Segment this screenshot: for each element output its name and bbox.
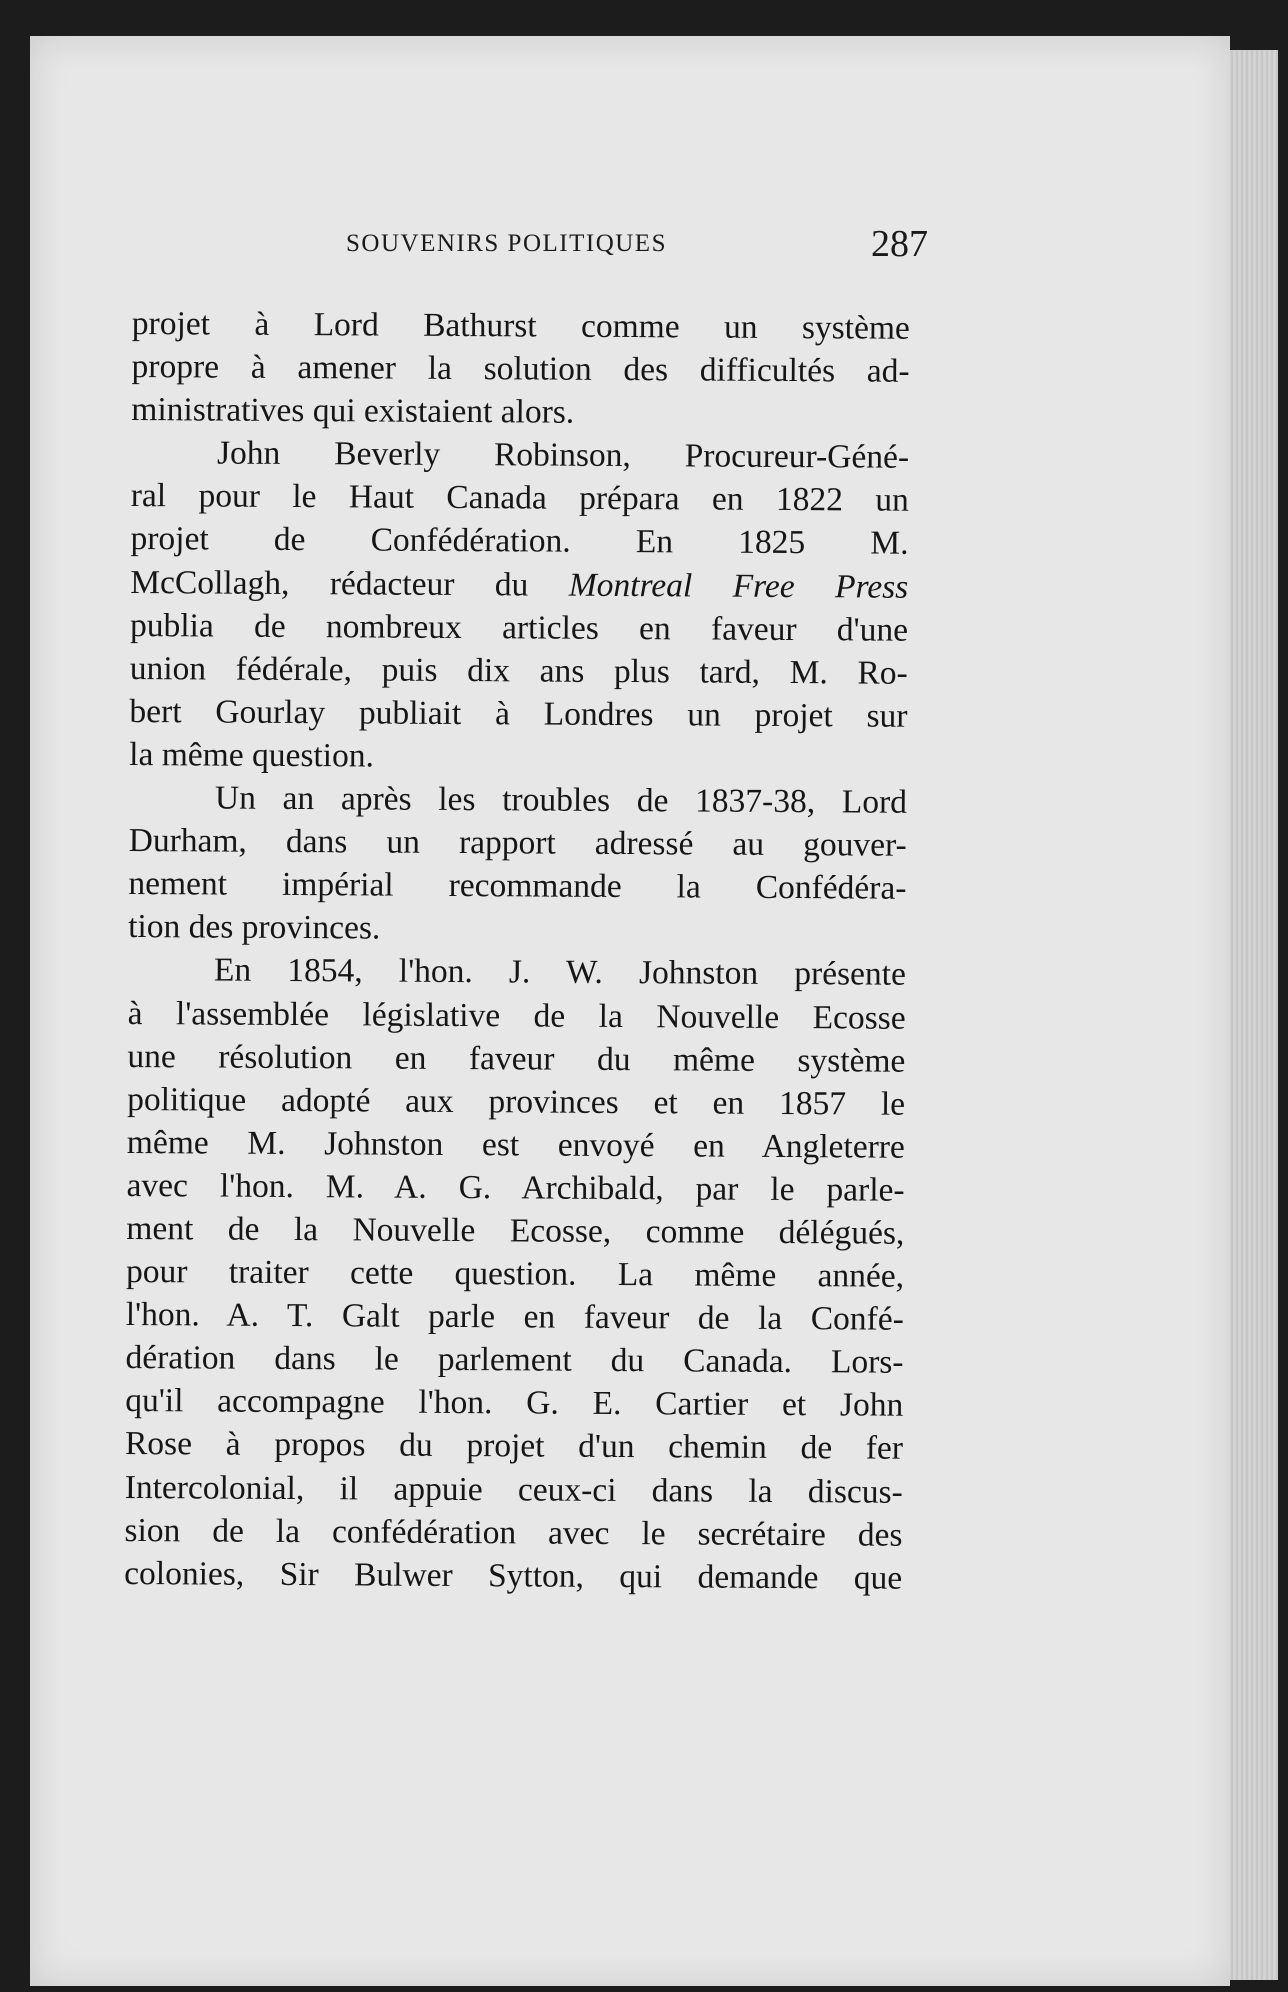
text-line: Intercolonial, il appuie ceux-ci dans la discus-: [124, 1468, 903, 1511]
text-line: John Beverly Robinson, Procureur-Géné-: [216, 434, 910, 477]
text-line: ment de la Nouvelle Ecosse, comme délégués,: [126, 1209, 905, 1252]
text-line: dération dans le parlement du Canada. Lors-: [125, 1339, 904, 1381]
text-line: qu'il accompagne l'hon. G. E. Cartier et John: [125, 1382, 904, 1425]
page-header: [138, 222, 928, 272]
paragraph-4: [124, 948, 906, 1599]
running-title: SOUVENIRS POLITIQUES: [346, 230, 667, 257]
text-line-with-title: [130, 561, 908, 609]
text-line: En 1854, l'hon. J. W. Johnston présente: [213, 951, 907, 994]
text-line: projet à Lord Bathurst comme un système: [131, 304, 910, 347]
paragraph-3: [128, 776, 907, 953]
paragraph-1: [131, 302, 910, 436]
page-edges: [1222, 50, 1278, 1980]
text-line: publia de nombreux articles en faveur d'une: [129, 606, 909, 649]
text-line: Rose à propos du projet d'un chemin de fer: [124, 1425, 904, 1468]
text-line: à l'assemblée législative de la Nouvelle Ecosse: [127, 994, 906, 1037]
body-text: [124, 302, 910, 1600]
text-line: colonies, Sir Bulwer Sytton, qui demande que: [124, 1554, 903, 1597]
text-line: bert Gourlay publiait à Londres un projet sur: [129, 692, 908, 735]
text-line: l'hon. A. T. Galt parle en faveur de la Confé-: [125, 1296, 904, 1338]
text-line: politique adopté aux provinces et en 1857 le: [127, 1080, 906, 1123]
text-line: ministratives qui existaient alors.: [131, 391, 575, 431]
paragraph-2: [129, 431, 909, 780]
text-line: union fédérale, puis dix ans plus tard, M. Ro-: [129, 649, 908, 692]
text-line: propre à amener la solution des difficultés ad-: [131, 348, 910, 390]
text-line: la même question.: [129, 735, 375, 775]
text-line: tion des provinces.: [128, 908, 381, 947]
text-line: même M. Johnston est envoyé en Angleterre: [126, 1123, 905, 1166]
text-line: ral pour le Haut Canada prépara en 1822 un: [130, 477, 909, 520]
text-fragment: McCollagh, rédacteur du: [130, 563, 529, 603]
text-line: pour traiter cette question. La même année,: [125, 1253, 905, 1295]
newspaper-title: Montreal Free Press: [568, 566, 909, 606]
text-line: sion de la confédération avec le secrétaire des: [124, 1511, 903, 1554]
text-line: nement impérial recommande la Confédéra-: [128, 865, 907, 907]
text-line: avec l'hon. M. A. G. Archibald, par le parle-: [126, 1166, 905, 1209]
text-line: Un an après les troubles de 1837-38, Lord: [214, 779, 908, 821]
text-line: projet de Confédération. En 1825 M.: [130, 520, 909, 563]
text-line: Durham, dans un rapport adressé au gouver-: [128, 822, 907, 864]
text-line: une résolution en faveur du même système: [127, 1037, 906, 1080]
page-number: 287: [871, 223, 928, 265]
